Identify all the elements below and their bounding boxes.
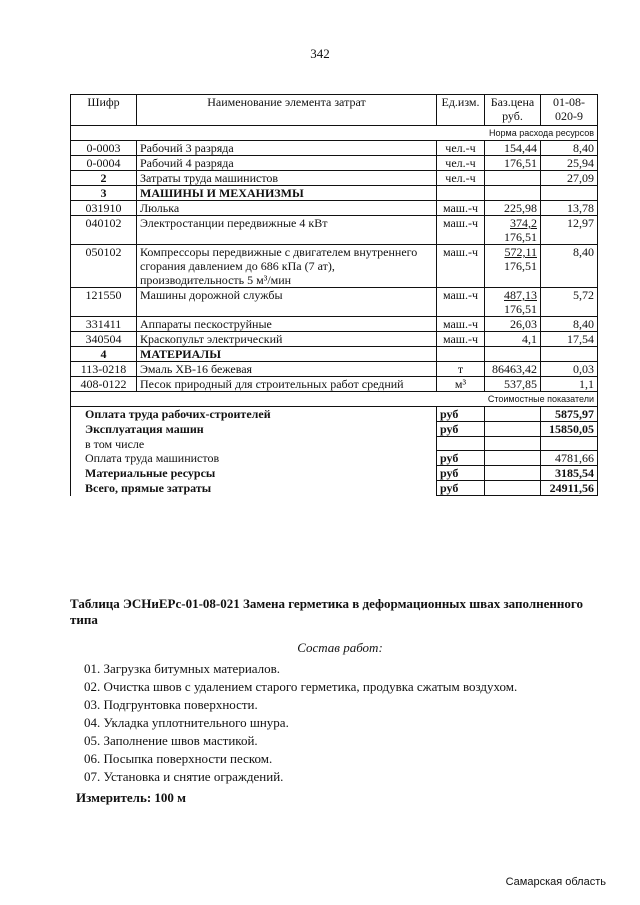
summary-value: [541, 437, 598, 451]
machine-price: 572,11: [504, 245, 537, 259]
resource-name: Электростанции передвижные 4 кВт: [137, 216, 437, 245]
summary-value: 15850,05: [541, 422, 598, 437]
resource-norm: 8,40: [541, 245, 598, 288]
work-item: 02. Очистка швов с удалением старого герметика, продувка сжатым воздухом.: [84, 679, 518, 694]
resource-norm: 12,97: [541, 216, 598, 245]
resource-name: Затраты труда машинистов: [137, 171, 437, 186]
next-table-block: [70, 596, 610, 806]
summary-label: Эксплуатация машин: [71, 422, 437, 437]
material-row: [71, 377, 598, 392]
resource-code: 2: [71, 171, 137, 186]
summary-value: 5875,97: [541, 407, 598, 422]
machine-price: 4,1: [522, 332, 537, 346]
summary-row: [71, 437, 598, 451]
resource-price: 537,85: [485, 377, 541, 392]
work-item: 06. Посыпка поверхности песком.: [84, 751, 273, 766]
empty-cell: [541, 186, 598, 201]
measure-unit: Измеритель: 100 м: [76, 790, 187, 805]
summary-row: [71, 451, 598, 466]
resource-code: 331411: [71, 317, 137, 332]
empty-cell: [485, 186, 541, 201]
empty-cell: [485, 481, 541, 496]
resource-norm: 13,78: [541, 201, 598, 216]
cost-caption-row: [71, 392, 598, 407]
work-item: 01. Загрузка битумных материалов.: [84, 661, 281, 676]
resource-name: Компрессоры передвижные с двигателем внутреннего сгорания давлением до 686 кПа (7 ат), производительность 5 м³/мин: [137, 245, 437, 288]
machine-row: [71, 245, 598, 288]
header-code: Шифр: [71, 95, 137, 126]
resource-price-cell: [485, 245, 541, 288]
summary-label: Оплата труда машинистов: [71, 451, 437, 466]
resource-norm: 27,09: [541, 171, 598, 186]
resource-code: 040102: [71, 216, 137, 245]
machinist-wage: 176,51: [504, 259, 537, 273]
resource-price-cell: [485, 216, 541, 245]
labor-row: [71, 156, 598, 171]
resource-unit: чел.-ч: [437, 156, 485, 171]
resource-code: 113-0218: [71, 362, 137, 377]
resource-price: 176,51: [485, 156, 541, 171]
resource-code: 0-0003: [71, 141, 137, 156]
region-footer: Самарская область: [505, 876, 606, 888]
work-item: 03. Подгрунтовка поверхности.: [84, 697, 258, 712]
empty-cell: [485, 451, 541, 466]
summary-unit: руб: [437, 407, 485, 422]
resource-unit: маш.-ч: [437, 332, 485, 347]
resource-unit: т: [437, 362, 485, 377]
machine-price: 26,03: [510, 317, 537, 331]
empty-cell: [485, 347, 541, 362]
section-title: МАШИНЫ И МЕХАНИЗМЫ: [137, 186, 437, 201]
resource-unit: маш.-ч: [437, 201, 485, 216]
machinist-wage: 176,51: [504, 302, 537, 316]
machine-row: [71, 332, 598, 347]
table-header-row: [71, 95, 598, 126]
resource-unit: чел.-ч: [437, 141, 485, 156]
resource-unit: маш.-ч: [437, 216, 485, 245]
resource-code: 031910: [71, 201, 137, 216]
summary-label: Всего, прямые затраты: [71, 481, 437, 496]
summary-unit: руб: [437, 481, 485, 496]
summary-unit: руб: [437, 466, 485, 481]
resource-name: Люлька: [137, 201, 437, 216]
next-table-title: Таблица ЭСНиЕРс-01-08-021 Замена герметика в деформационных швах заполненного типа: [70, 596, 583, 627]
resource-price-cell: [485, 201, 541, 216]
resource-norm: 8,40: [541, 141, 598, 156]
page-number: 342: [310, 46, 330, 61]
summary-label: Оплата труда рабочих-строителей: [71, 407, 437, 422]
empty-cell: [437, 347, 485, 362]
resource-price: [485, 171, 541, 186]
empty-cell: [437, 186, 485, 201]
section-code: 4: [71, 347, 137, 362]
header-name: Наименование элемента затрат: [137, 95, 437, 126]
resource-code: 0-0004: [71, 156, 137, 171]
resource-name: Эмаль ХВ-16 бежевая: [137, 362, 437, 377]
empty-cell: [485, 437, 541, 451]
empty-cell: [541, 347, 598, 362]
resource-price-cell: [485, 288, 541, 317]
resource-code: 340504: [71, 332, 137, 347]
resource-price: 86463,42: [485, 362, 541, 377]
resource-name: Песок природный для строительных работ средний: [137, 377, 437, 392]
machinist-labor-row: [71, 171, 598, 186]
section-code: 3: [71, 186, 137, 201]
machine-price: 225,98: [504, 201, 537, 215]
machines-section-row: [71, 186, 598, 201]
header-unit: Ед.изм.: [437, 95, 485, 126]
resource-name: Рабочий 3 разряда: [137, 141, 437, 156]
work-item: 05. Заполнение швов мастикой.: [84, 733, 258, 748]
work-list: [84, 660, 610, 786]
resource-norm: 25,94: [541, 156, 598, 171]
summary-value: 4781,66: [541, 451, 598, 466]
resource-norm: 0,03: [541, 362, 598, 377]
resource-name: Аппараты пескоструйные: [137, 317, 437, 332]
resource-price-cell: [485, 332, 541, 347]
resource-norm: 17,54: [541, 332, 598, 347]
machine-row: [71, 216, 598, 245]
resource-unit: маш.-ч: [437, 317, 485, 332]
summary-unit: [437, 437, 485, 451]
machine-row: [71, 201, 598, 216]
resource-unit: маш.-ч: [437, 245, 485, 288]
resource-norm: 1,1: [541, 377, 598, 392]
material-row: [71, 362, 598, 377]
resource-unit: маш.-ч: [437, 288, 485, 317]
summary-value: 3185,54: [541, 466, 598, 481]
summary-value: 24911,56: [541, 481, 598, 496]
work-composition-heading: Состав работ:: [297, 640, 383, 655]
cost-caption: Стоимостные показатели: [71, 392, 598, 407]
resource-name: Рабочий 4 разряда: [137, 156, 437, 171]
machinist-wage: 176,51: [504, 230, 537, 244]
empty-cell: [485, 422, 541, 437]
materials-section-row: [71, 347, 598, 362]
resource-unit: м³: [437, 377, 485, 392]
resource-norm: 8,40: [541, 317, 598, 332]
resource-norm: 5,72: [541, 288, 598, 317]
resource-name: Машины дорожной службы: [137, 288, 437, 317]
machine-price: 374,2: [510, 216, 537, 230]
norm-caption-row: [71, 126, 598, 141]
machine-row: [71, 317, 598, 332]
section-title: МАТЕРИАЛЫ: [137, 347, 437, 362]
header-norm-code: 01-08-020-9: [541, 95, 598, 126]
resource-price: 154,44: [485, 141, 541, 156]
summary-row: [71, 466, 598, 481]
norm-caption: Норма расхода ресурсов: [71, 126, 598, 141]
summary-unit: руб: [437, 422, 485, 437]
summary-row: [71, 407, 598, 422]
summary-unit: руб: [437, 451, 485, 466]
empty-cell: [485, 466, 541, 481]
work-item: 04. Укладка уплотнительного шнура.: [84, 715, 289, 730]
resource-code: 121550: [71, 288, 137, 317]
summary-label: Материальные ресурсы: [71, 466, 437, 481]
summary-row: [71, 422, 598, 437]
resource-code: 050102: [71, 245, 137, 288]
resource-name: Краскопульт электрический: [137, 332, 437, 347]
summary-row: [71, 481, 598, 496]
resource-code: 408-0122: [71, 377, 137, 392]
summary-label: в том числе: [71, 437, 437, 451]
header-base-price: Баз.цена руб.: [485, 95, 541, 126]
labor-row: [71, 141, 598, 156]
resource-unit: чел.-ч: [437, 171, 485, 186]
work-item: 07. Установка и снятие ограждений.: [84, 769, 284, 784]
empty-cell: [485, 407, 541, 422]
resource-price-cell: [485, 317, 541, 332]
resource-norm-table: [70, 94, 598, 496]
machine-row: [71, 288, 598, 317]
machine-price: 487,13: [504, 288, 537, 302]
